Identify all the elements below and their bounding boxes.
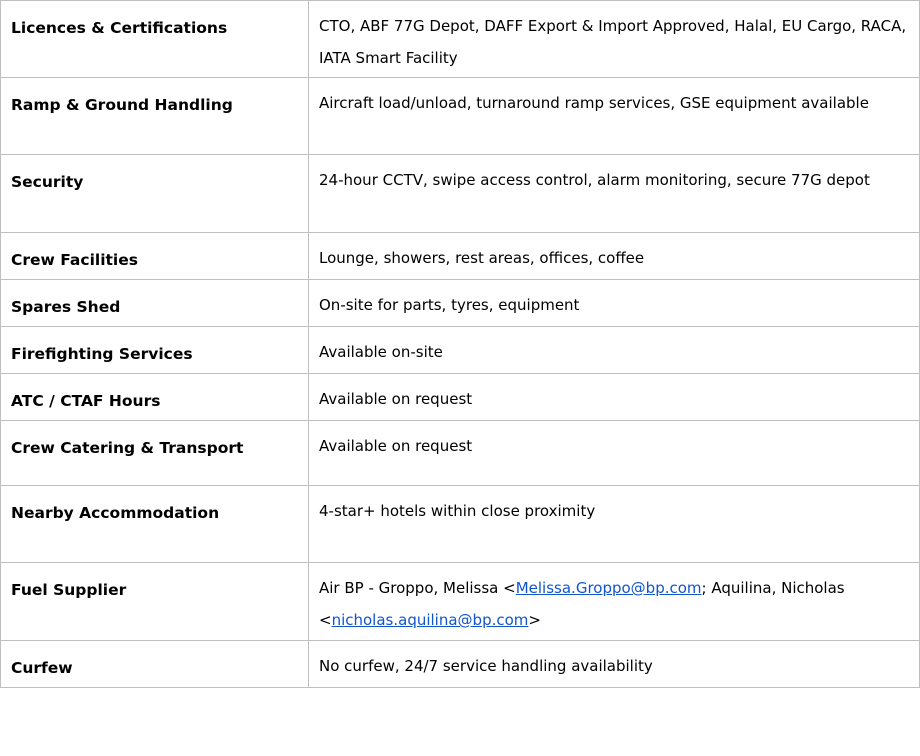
row-value-text: On-site for parts, tyres, equipment <box>319 296 580 314</box>
row-value-text: No curfew, 24/7 service handling availability <box>319 657 653 675</box>
table-row-atc-ctaf <box>1 374 920 421</box>
email-link-melissa[interactable]: Melissa.Groppo@bp.com <box>515 579 702 597</box>
table-row-crew-catering <box>1 421 920 486</box>
fuel-text-1: Air BP - Groppo, Melissa < <box>319 579 516 597</box>
row-value <box>309 641 920 688</box>
row-value-text: Lounge, showers, rest areas, offices, coffee <box>319 249 645 267</box>
row-label: Firefighting Services <box>1 327 309 374</box>
row-value <box>309 374 920 421</box>
fuel-text-3: > <box>528 611 541 629</box>
table-row-curfew <box>1 641 920 688</box>
fuel-supplier-text <box>319 572 909 636</box>
row-value-text: Available on request <box>319 437 473 455</box>
row-label: Crew Catering & Transport <box>1 421 309 486</box>
row-value <box>309 1 920 78</box>
row-label: Nearby Accommodation <box>1 486 309 563</box>
row-label: ATC / CTAF Hours <box>1 374 309 421</box>
row-value <box>309 155 920 233</box>
table-row-security <box>1 155 920 233</box>
row-value <box>309 327 920 374</box>
table-row-fuel-supplier <box>1 563 920 641</box>
row-label: Security <box>1 155 309 233</box>
email-link-nicholas[interactable]: nicholas.aquilina@bp.com <box>331 611 529 629</box>
row-value <box>309 280 920 327</box>
table-row-licences <box>1 1 920 78</box>
row-value <box>309 563 920 641</box>
row-label: Crew Facilities <box>1 233 309 280</box>
row-label: Licences & Certifications <box>1 1 309 78</box>
row-value-text: CTO, ABF 77G Depot, DAFF Export & Import Approved, Halal, EU Cargo, RACA, IATA Smart Facility <box>319 17 907 67</box>
table-row-accommodation <box>1 486 920 563</box>
table-row-ramp <box>1 78 920 155</box>
table-row-firefighting <box>1 327 920 374</box>
table-row-crew-facilities <box>1 233 920 280</box>
row-value-text: 4-star+ hotels within close proximity <box>319 502 596 520</box>
row-value <box>309 486 920 563</box>
row-value <box>309 421 920 486</box>
fuel-text-2: ; Aquilina, Nicholas < <box>319 579 845 629</box>
row-label: Fuel Supplier <box>1 563 309 641</box>
table-row-spares-shed <box>1 280 920 327</box>
row-value-text: Available on-site <box>319 343 443 361</box>
row-value-text: 24-hour CCTV, swipe access control, alarm monitoring, secure 77G depot <box>319 171 870 189</box>
row-label: Ramp & Ground Handling <box>1 78 309 155</box>
row-label: Curfew <box>1 641 309 688</box>
row-value <box>309 78 920 155</box>
row-value-text: Aircraft load/unload, turnaround ramp services, GSE equipment available <box>319 94 869 112</box>
row-value-text: Available on request <box>319 390 473 408</box>
row-value <box>309 233 920 280</box>
row-label: Spares Shed <box>1 280 309 327</box>
